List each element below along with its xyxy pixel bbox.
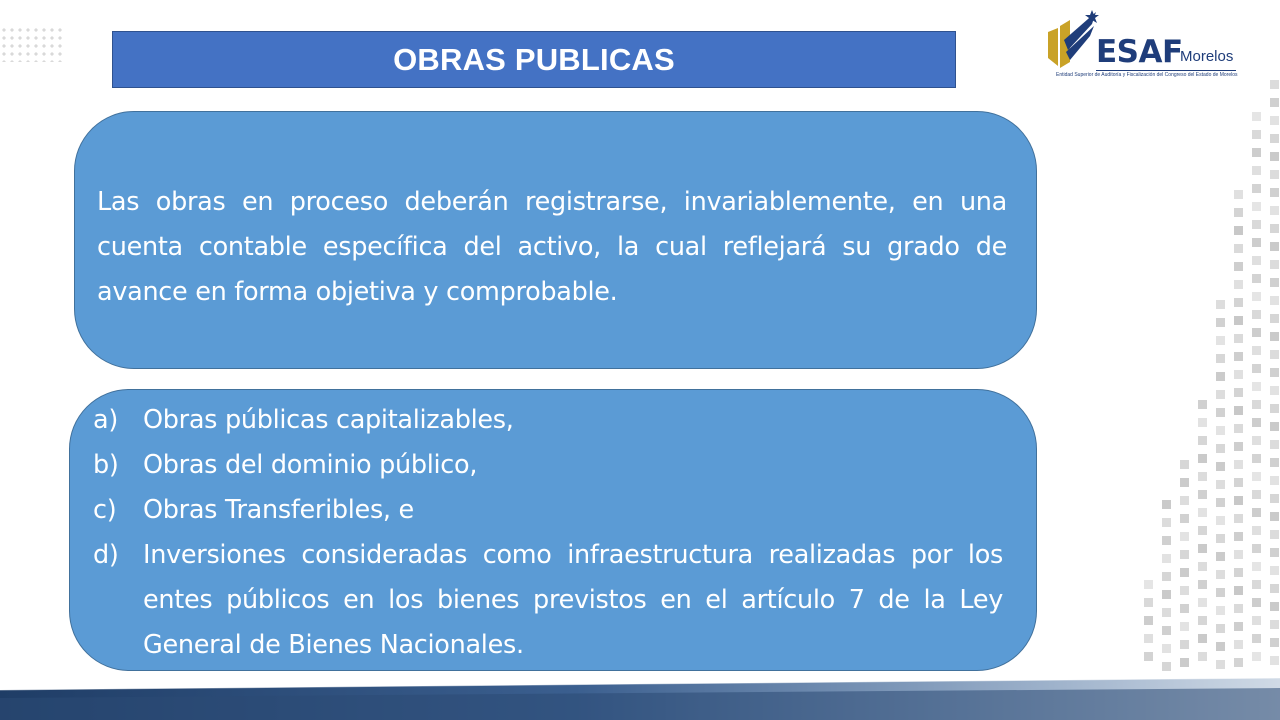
decorative-square bbox=[1216, 552, 1225, 561]
decorative-square bbox=[1180, 622, 1189, 631]
decorative-square bbox=[1234, 208, 1243, 217]
list-item-text: Obras públicas capitalizables, bbox=[143, 405, 514, 435]
decorative-square bbox=[1270, 332, 1279, 341]
decorative-square bbox=[1234, 460, 1243, 469]
decorative-square bbox=[1162, 554, 1171, 563]
decorative-square bbox=[1252, 130, 1261, 139]
list-box bbox=[69, 389, 1037, 671]
decorative-square bbox=[1180, 532, 1189, 541]
decorative-square bbox=[1252, 220, 1261, 229]
decorative-square bbox=[1198, 400, 1207, 409]
decorative-square bbox=[1252, 652, 1261, 661]
decorative-square bbox=[1252, 328, 1261, 337]
decorative-square bbox=[1216, 462, 1225, 471]
decorative-square bbox=[1252, 364, 1261, 373]
decorative-square bbox=[1270, 80, 1279, 89]
decorative-square bbox=[1270, 638, 1279, 647]
decorative-square bbox=[1234, 190, 1243, 199]
decorative-square bbox=[1234, 424, 1243, 433]
list-item-text: Obras del dominio público, bbox=[143, 450, 478, 480]
decorative-square bbox=[1270, 404, 1279, 413]
decorative-square bbox=[1234, 280, 1243, 289]
decorative-square bbox=[1198, 634, 1207, 643]
decorative-square bbox=[1270, 98, 1279, 107]
decorative-square bbox=[1252, 436, 1261, 445]
decorative-square bbox=[1180, 514, 1189, 523]
decorative-square bbox=[1252, 382, 1261, 391]
decorative-square bbox=[1180, 496, 1189, 505]
decorative-square bbox=[1252, 148, 1261, 157]
decorative-square bbox=[1270, 422, 1279, 431]
decorative-square bbox=[1234, 568, 1243, 577]
decorative-square bbox=[1180, 586, 1189, 595]
decorative-square bbox=[1216, 642, 1225, 651]
decorative-square bbox=[1234, 604, 1243, 613]
list-marker: d) bbox=[93, 540, 119, 570]
logo-caption: Entidad Superior de Auditoría y Fiscalización del Congreso del Estado de Morelos bbox=[1056, 72, 1238, 78]
decorative-square bbox=[1234, 406, 1243, 415]
decorative-square bbox=[1162, 608, 1171, 617]
decorative-square bbox=[1144, 616, 1153, 625]
decorative-square bbox=[1270, 458, 1279, 467]
decorative-square bbox=[1252, 418, 1261, 427]
decorative-square bbox=[1270, 566, 1279, 575]
decorative-square bbox=[1234, 622, 1243, 631]
decorative-square bbox=[1162, 518, 1171, 527]
decorative-square bbox=[1270, 278, 1279, 287]
decorative-square bbox=[1270, 530, 1279, 539]
decorative-square bbox=[1198, 616, 1207, 625]
decorative-square bbox=[1234, 496, 1243, 505]
decorative-square bbox=[1252, 184, 1261, 193]
decorative-square bbox=[1270, 386, 1279, 395]
decorative-square bbox=[1270, 548, 1279, 557]
decorative-square bbox=[1270, 314, 1279, 323]
decorative-square bbox=[1216, 390, 1225, 399]
decorative-square bbox=[1270, 242, 1279, 251]
logo-subtitle: Morelos bbox=[1180, 48, 1234, 65]
decorative-square bbox=[1198, 418, 1207, 427]
decorative-square bbox=[1270, 188, 1279, 197]
eagle-emblem-icon bbox=[1044, 10, 1100, 72]
decorative-square bbox=[1234, 226, 1243, 235]
decorative-square bbox=[1270, 170, 1279, 179]
decorative-square bbox=[1252, 598, 1261, 607]
decorative-square bbox=[1234, 442, 1243, 451]
decorative-square bbox=[1234, 640, 1243, 649]
decorative-square bbox=[1180, 658, 1189, 667]
decorative-square bbox=[1162, 662, 1171, 671]
decorative-square bbox=[1216, 480, 1225, 489]
list-item bbox=[93, 488, 1003, 533]
decorative-square bbox=[1252, 292, 1261, 301]
decorative-square bbox=[1252, 454, 1261, 463]
decorative-square bbox=[1234, 298, 1243, 307]
list-item bbox=[93, 533, 1003, 668]
logo-wordmark: ESAF bbox=[1096, 34, 1183, 70]
list-item bbox=[93, 398, 1003, 443]
works-list bbox=[93, 398, 1003, 668]
decorative-square bbox=[1162, 626, 1171, 635]
decorative-square bbox=[1180, 550, 1189, 559]
decorative-square bbox=[1252, 400, 1261, 409]
decorative-square bbox=[1162, 644, 1171, 653]
decorative-square bbox=[1144, 652, 1153, 661]
decorative-square bbox=[1252, 634, 1261, 643]
decorative-square bbox=[1234, 550, 1243, 559]
decorative-square bbox=[1216, 570, 1225, 579]
list-item-text: Obras Transferibles, e bbox=[143, 495, 414, 525]
decorative-square bbox=[1234, 262, 1243, 271]
decorative-square bbox=[1198, 652, 1207, 661]
decorative-square bbox=[1198, 490, 1207, 499]
decorative-square bbox=[1270, 152, 1279, 161]
decorative-square bbox=[1252, 310, 1261, 319]
decorative-square bbox=[1252, 274, 1261, 283]
decorative-square bbox=[1270, 224, 1279, 233]
title-bar bbox=[112, 31, 956, 88]
decorative-square bbox=[1252, 508, 1261, 517]
decorative-square bbox=[1180, 568, 1189, 577]
decorative-square bbox=[1234, 478, 1243, 487]
decorative-square bbox=[1198, 436, 1207, 445]
decorative-square bbox=[1270, 602, 1279, 611]
decorative-square bbox=[1216, 354, 1225, 363]
decorative-square bbox=[1198, 544, 1207, 553]
decorative-square bbox=[1234, 586, 1243, 595]
decorative-square bbox=[1162, 590, 1171, 599]
decorative-square bbox=[1270, 440, 1279, 449]
decorative-square bbox=[1234, 352, 1243, 361]
decorative-square bbox=[1144, 598, 1153, 607]
decorative-square bbox=[1180, 640, 1189, 649]
decorative-square bbox=[1270, 656, 1279, 665]
decorative-square bbox=[1216, 408, 1225, 417]
decorative-square bbox=[1216, 426, 1225, 435]
decorative-square bbox=[1198, 472, 1207, 481]
decorative-square bbox=[1270, 476, 1279, 485]
decorative-square bbox=[1270, 494, 1279, 503]
decorative-square bbox=[1252, 544, 1261, 553]
decorative-square bbox=[1270, 512, 1279, 521]
decorative-square bbox=[1216, 336, 1225, 345]
decorative-square bbox=[1216, 444, 1225, 453]
decorative-square bbox=[1252, 346, 1261, 355]
decorative-square bbox=[1270, 206, 1279, 215]
decorative-square bbox=[1198, 526, 1207, 535]
decorative-square bbox=[1180, 460, 1189, 469]
decorative-square bbox=[1198, 562, 1207, 571]
decorative-square bbox=[1252, 112, 1261, 121]
decorative-square bbox=[1216, 534, 1225, 543]
list-marker: a) bbox=[93, 405, 118, 435]
decorative-square bbox=[1234, 334, 1243, 343]
decorative-square bbox=[1198, 508, 1207, 517]
decorative-square bbox=[1162, 500, 1171, 509]
decorative-square bbox=[1270, 368, 1279, 377]
list-item-text: Inversiones consideradas como infraestructura realizadas por los entes públicos en los bienes previstos en el artículo 7 de la Ley General de Bienes Nacionales. bbox=[143, 540, 1003, 660]
footer-stripe bbox=[0, 676, 1280, 720]
decorative-square bbox=[1252, 616, 1261, 625]
logo-divider bbox=[1096, 70, 1236, 71]
decorative-square bbox=[1252, 472, 1261, 481]
decorative-dot-grid bbox=[0, 26, 64, 62]
esaf-logo bbox=[1040, 6, 1240, 84]
decorative-square bbox=[1270, 584, 1279, 593]
decorative-square bbox=[1252, 490, 1261, 499]
definition-box bbox=[74, 111, 1037, 369]
list-marker: b) bbox=[93, 450, 119, 480]
decorative-square bbox=[1234, 658, 1243, 667]
decorative-square bbox=[1162, 536, 1171, 545]
definition-paragraph: Las obras en proceso deberán registrarse, invariablemente, en una cuenta contable específica del activo, la cual reflejará su grado de avance en forma objetiva y comprobable. bbox=[97, 187, 1007, 307]
decorative-square bbox=[1198, 598, 1207, 607]
decorative-square bbox=[1216, 318, 1225, 327]
decorative-square bbox=[1234, 316, 1243, 325]
slide-title: OBRAS PUBLICAS bbox=[393, 41, 675, 77]
decorative-square bbox=[1270, 296, 1279, 305]
decorative-square bbox=[1198, 580, 1207, 589]
decorative-square bbox=[1252, 562, 1261, 571]
decorative-square bbox=[1252, 580, 1261, 589]
decorative-square bbox=[1198, 454, 1207, 463]
decorative-square bbox=[1144, 580, 1153, 589]
decorative-square bbox=[1252, 166, 1261, 175]
decorative-square bbox=[1216, 300, 1225, 309]
decorative-square bbox=[1270, 260, 1279, 269]
list-marker: c) bbox=[93, 495, 117, 525]
decorative-square bbox=[1234, 388, 1243, 397]
decorative-square bbox=[1180, 604, 1189, 613]
list-item bbox=[93, 443, 1003, 488]
decorative-square bbox=[1216, 372, 1225, 381]
decorative-square bbox=[1270, 350, 1279, 359]
decorative-square bbox=[1162, 572, 1171, 581]
decorative-square bbox=[1216, 588, 1225, 597]
decorative-square bbox=[1234, 244, 1243, 253]
decorative-square bbox=[1216, 516, 1225, 525]
decorative-square bbox=[1252, 256, 1261, 265]
decorative-square bbox=[1252, 202, 1261, 211]
decorative-square bbox=[1180, 478, 1189, 487]
decorative-square bbox=[1270, 134, 1279, 143]
decorative-square bbox=[1270, 116, 1279, 125]
decorative-square bbox=[1270, 620, 1279, 629]
decorative-square bbox=[1216, 624, 1225, 633]
decorative-square bbox=[1144, 634, 1153, 643]
decorative-square bbox=[1252, 238, 1261, 247]
decorative-square bbox=[1234, 370, 1243, 379]
decorative-square bbox=[1234, 532, 1243, 541]
decorative-square bbox=[1216, 606, 1225, 615]
decorative-square bbox=[1216, 660, 1225, 669]
decorative-square bbox=[1234, 514, 1243, 523]
decorative-square bbox=[1216, 498, 1225, 507]
decorative-square bbox=[1252, 526, 1261, 535]
